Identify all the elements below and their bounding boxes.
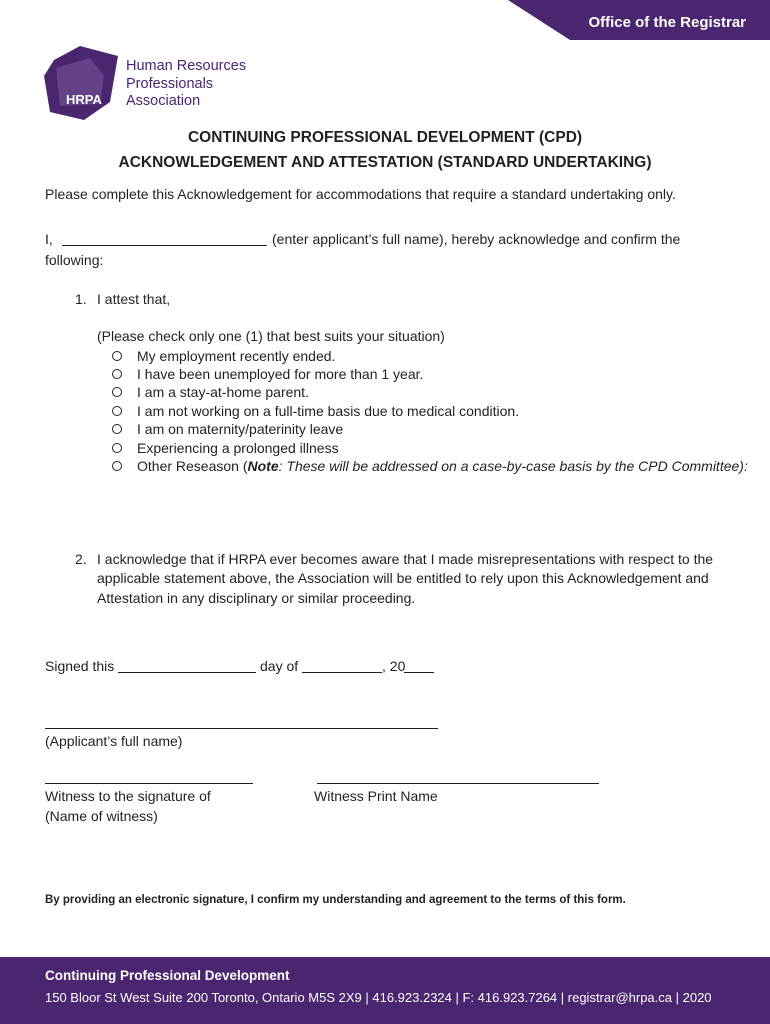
option-maternity[interactable]: [112, 421, 343, 437]
option-label: [137, 458, 748, 474]
option-label: I am not working on a full-time basis due to medical condition.: [137, 403, 520, 419]
form-title-line2: ACKNOWLEDGEMENT AND ATTESTATION (STANDARD UNDERTAKING): [118, 154, 652, 171]
applicant-continuation: following:: [45, 252, 104, 268]
witness-signature-field[interactable]: [45, 783, 253, 784]
radio-icon[interactable]: [112, 461, 122, 471]
org-name-line3: Association: [126, 93, 201, 109]
radio-icon[interactable]: [112, 443, 122, 453]
note-text: : These will be addressed on a case-by-case basis by the CPD Committee):: [278, 458, 748, 474]
signed-prefix: Signed this: [45, 658, 115, 674]
applicant-suffix: (enter applicant’s full name), hereby acknowledge and confirm the: [272, 231, 681, 247]
witness-sig-label2: (Name of witness): [45, 808, 158, 824]
consent-text: By providing an electronic signature, I confirm my understanding and agreement to the terms of this form.: [45, 894, 626, 906]
item1-instruction: (Please check only one (1) that best suits your situation): [97, 328, 445, 344]
radio-icon[interactable]: [112, 351, 122, 361]
option-label: My employment recently ended.: [137, 348, 336, 364]
applicant-signature-field[interactable]: [45, 728, 438, 729]
logo-abbr: HRPA: [66, 92, 102, 107]
note-label: Note: [247, 458, 279, 474]
footer-title: Continuing Professional Development: [45, 968, 290, 983]
item1-number: 1.: [75, 291, 87, 307]
footer-address: 150 Bloor St West Suite 200 Toronto, Ontario M5S 2X9 | 416.923.2324 | F: 416.923.7264 | registrar@hrpa.ca | 2020: [45, 990, 712, 1005]
intro-text: Please complete this Acknowledgement for accommodations that require a standard undertaking only.: [45, 186, 676, 202]
radio-icon[interactable]: [112, 406, 122, 416]
option-other-label: Other Reseason (: [137, 458, 248, 474]
witness-sig-label1: Witness to the signature of: [45, 788, 211, 804]
organization-name: [126, 58, 246, 111]
option-unemployed[interactable]: [112, 366, 423, 382]
option-label: I am a stay-at-home parent.: [137, 384, 309, 400]
option-illness[interactable]: [112, 440, 339, 456]
org-name-line1: Human Resources: [126, 58, 247, 74]
footer: [0, 957, 770, 1024]
option-employment-ended[interactable]: [112, 348, 335, 364]
option-label: I am on maternity/paterinity leave: [137, 421, 344, 437]
radio-icon[interactable]: [112, 424, 122, 434]
item1-text: I attest that,: [97, 291, 171, 307]
applicant-caption: (Applicant’s full name): [45, 733, 183, 749]
applicant-prefix: I,: [45, 231, 53, 247]
org-name-line2: Professionals: [126, 75, 214, 92]
hrpa-logo: [44, 46, 124, 122]
item2-line3: Attestation in any disciplinary or similar proceeding.: [97, 590, 416, 606]
radio-icon[interactable]: [112, 369, 122, 379]
item2-line1: I acknowledge that if HRPA ever becomes aware that I made misrepresentations with respect to the: [97, 551, 714, 567]
witness-print-name-field[interactable]: [317, 783, 599, 784]
witness-print-label: Witness Print Name: [314, 788, 438, 804]
option-label: I have been unemployed for more than 1 year.: [137, 366, 424, 382]
item2-line2: applicable statement above, the Association will be entitled to rely upon this Acknowledgement and: [97, 570, 709, 586]
office-label: Office of the Registrar: [588, 14, 746, 31]
option-medical[interactable]: [112, 403, 519, 419]
signed-day-of: day of: [260, 658, 299, 674]
option-other[interactable]: [112, 458, 748, 474]
signed-year-field[interactable]: [404, 672, 434, 673]
signed-year-prefix: , 20: [382, 658, 406, 674]
signed-month-field[interactable]: [302, 672, 382, 673]
option-stay-at-home[interactable]: [112, 384, 309, 400]
form-title-line1: CONTINUING PROFESSIONAL DEVELOPMENT (CPD): [187, 129, 583, 146]
signed-day-field[interactable]: [118, 672, 256, 673]
applicant-name-field[interactable]: [62, 245, 267, 246]
radio-icon[interactable]: [112, 387, 122, 397]
option-label: Experiencing a prolonged illness: [137, 440, 339, 456]
item2-number: 2.: [75, 551, 87, 567]
